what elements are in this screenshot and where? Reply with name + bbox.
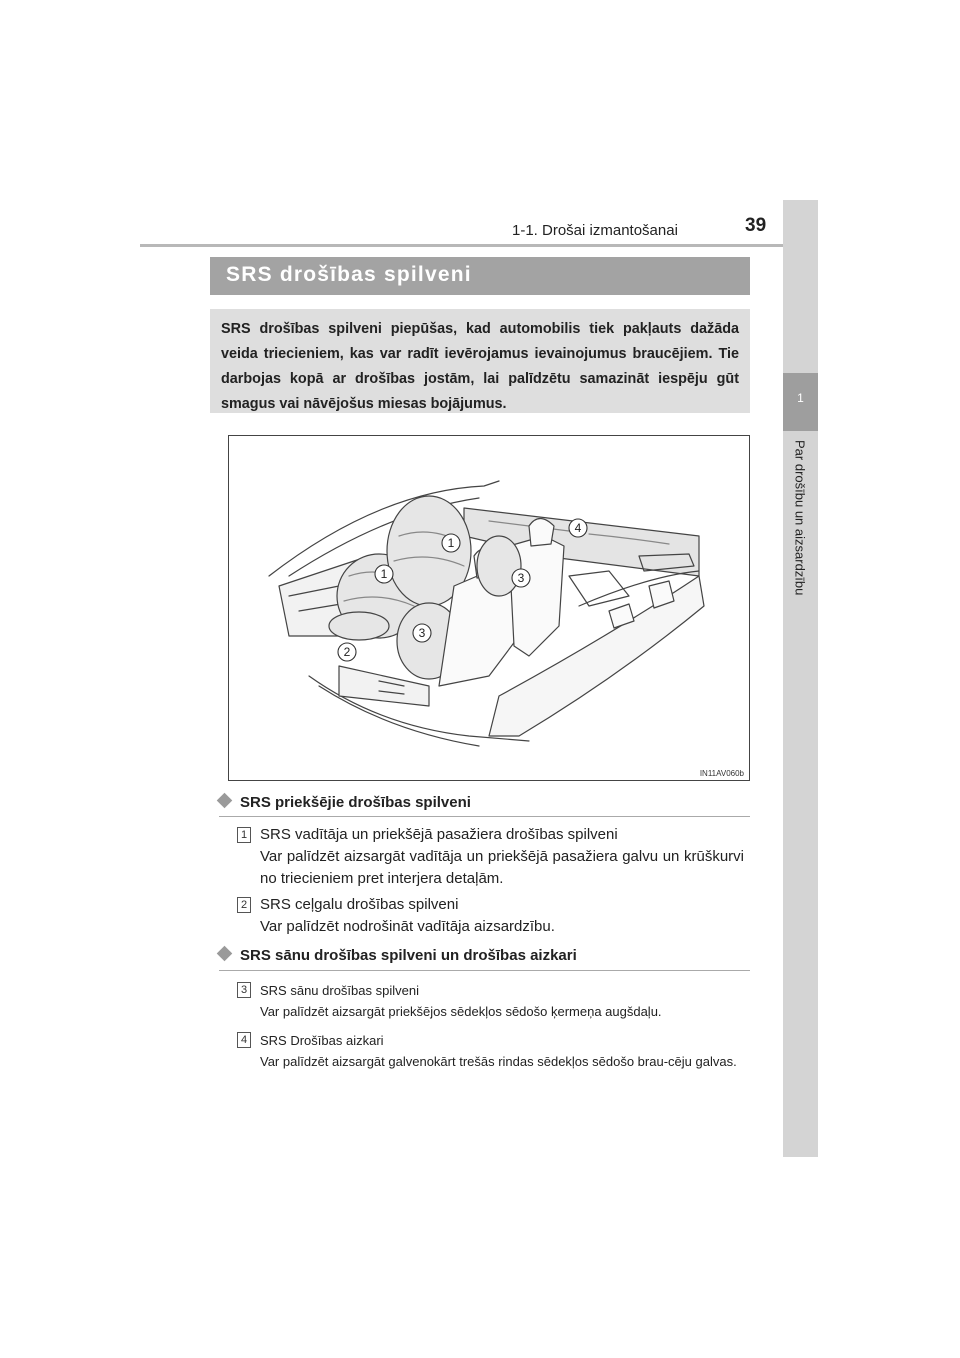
list-item [260,894,744,938]
page-number: 39 [745,215,767,236]
item-name: SRS ceļgalu drošības spilveni [260,896,459,913]
item-description: Var palīdzēt nodrošināt vadītāja aizsardzību. [260,918,555,935]
item-number-box: 4 [237,1032,251,1048]
subsection-heading-text: SRS sānu drošības spilveni un drošības aizkari [240,947,577,964]
chapter-side-tab [783,200,818,1157]
airbag-illustration [228,435,750,781]
intro-box [210,309,750,413]
svg-text:1: 1 [380,567,388,581]
callout-1 [375,565,393,583]
callout-4 [569,519,587,537]
callout-3 [413,624,431,642]
item-name: SRS vadītāja un priekšējā pasažiera drošības spilveni [260,826,618,843]
subsection-heading-front [219,794,471,811]
callout-2 [338,643,356,661]
diamond-bullet-icon [217,793,233,809]
svg-text:4: 4 [574,521,582,535]
list-item [260,980,744,1022]
item-name: SRS sānu drošības spilveni [260,983,419,998]
item-name: SRS Drošības aizkari [260,1033,384,1048]
chapter-title-vertical: Par drošību un aizsardzību [792,440,808,596]
item-number-box: 3 [237,982,251,998]
item-description: Var palīdzēt aizsargāt galvenokārt trešās rindas sēdekļos sēdošo brau-cēju galvas. [260,1054,737,1069]
intro-text: SRS drošības spilveni piepūšas, kad automobilis tiek pakļauts dažāda veida triecieniem, kas var radīt ievērojamus ievainojumus braucējiem. Tie darbojas kopā ar drošības jostām, lai palīdzētu samazināt iespēju gūt smagus vai nāvējošus miesas bojājumus. [221,321,739,412]
item-description: Var palīdzēt aizsargāt priekšējos sēdekļos sēdošo ķermeņa augšdaļu. [260,1004,662,1019]
diamond-bullet-icon [217,946,233,962]
callout-3 [512,569,530,587]
header-rule [140,244,818,247]
svg-text:2: 2 [343,645,351,659]
list-item [260,824,744,890]
svg-text:1: 1 [447,536,455,550]
section-title-bar [210,257,750,295]
figure-code: IN11AV060b [699,769,744,778]
section-title: SRS drošības spilveni [226,263,472,286]
svg-text:3: 3 [517,571,525,585]
list-item [260,1030,744,1072]
subsection-heading-text: SRS priekšējie drošības spilveni [240,794,471,811]
item-number-box: 2 [237,897,251,913]
subsection-heading-side [219,947,577,964]
svg-text:3: 3 [418,626,426,640]
subsection-rule [219,970,750,971]
item-description: Var palīdzēt aizsargāt vadītāja un priekšējā pasažiera galvu un krūškurvi no triecieniem pret interjera detaļām. [260,848,744,887]
callout-1 [442,534,460,552]
car-interior-drawing [229,436,749,780]
section-reference: 1-1. Drošai izmantošanai [512,222,678,239]
chapter-number: 1 [797,391,804,405]
item-number-box: 1 [237,827,251,843]
subsection-rule [219,816,750,817]
